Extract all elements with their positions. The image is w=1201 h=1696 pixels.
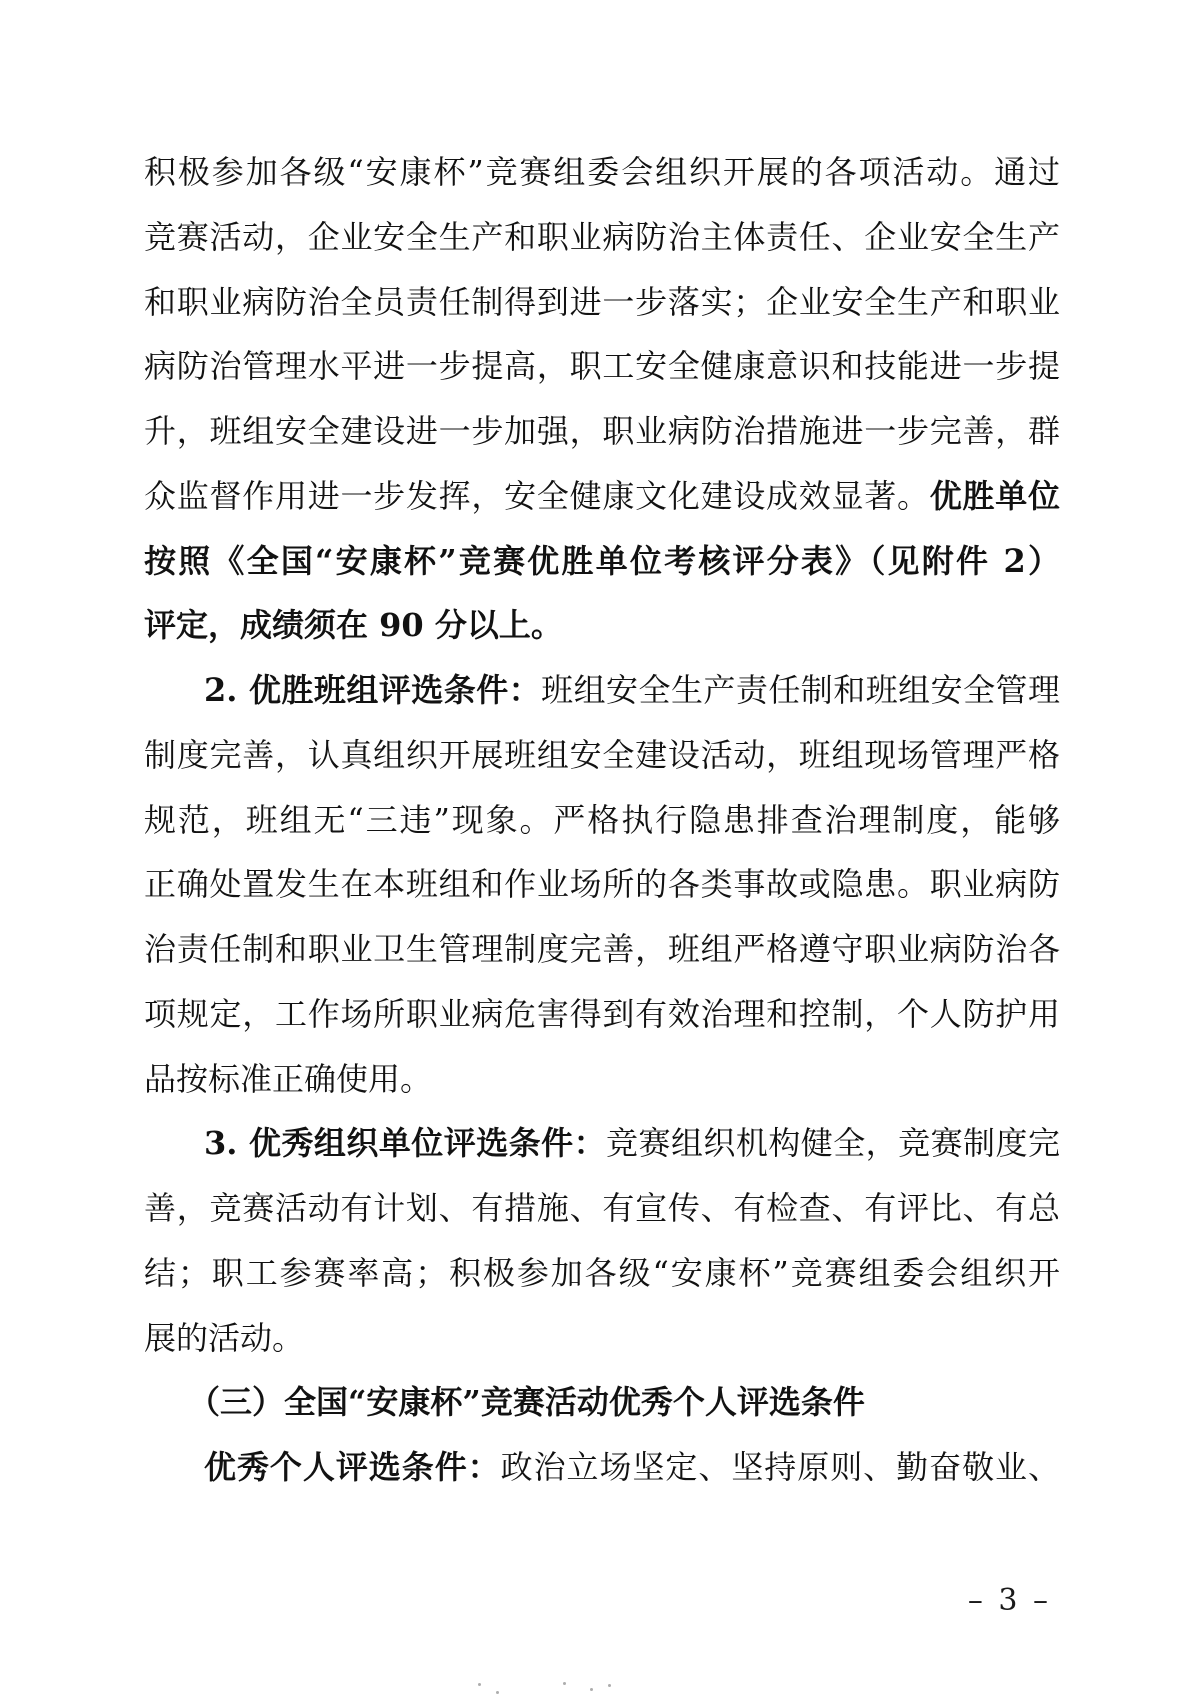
- document-line: [144, 1121, 1060, 1186]
- text-segment: 善，竞赛活动有计划、有措施、有宣传、有检查、有评比、有总: [144, 1189, 1060, 1227]
- text-segment-bold: 优秀个人评选条件：: [204, 1448, 501, 1486]
- document-line: [144, 539, 1060, 604]
- document-line: [144, 150, 1060, 215]
- text-segment: 竞赛组织机构健全，竞赛制度完: [606, 1124, 1060, 1163]
- text-segment: 正确处置发生在本班组和作业场所的各类事故或隐患。职业病防: [144, 865, 1060, 904]
- text-segment: 竞赛活动，企业安全生产和职业病防治主体责任、企业安全生产: [144, 217, 1060, 256]
- scan-speckle: [563, 1682, 566, 1685]
- document-line: [144, 1251, 1060, 1316]
- text-segment: 制度完善，认真组织开展班组安全建设活动，班组现场管理严格: [144, 735, 1060, 774]
- text-segment: 政治立场坚定、坚持原则、勤奋敬业、: [500, 1448, 1060, 1486]
- document-line: [144, 798, 1060, 863]
- text-segment-bold: 优胜单位: [929, 476, 1060, 515]
- text-segment: 结；职工参赛率高；积极参加各级“安康杯”竞赛组委会组织开: [144, 1253, 1060, 1292]
- document-line: [144, 1445, 1060, 1510]
- text-segment: 班组安全生产责任制和班组安全管理: [541, 671, 1060, 709]
- text-segment: 升，班组安全建设进一步加强，职业病防治措施进一步完善，群: [144, 412, 1060, 450]
- document-line: [144, 344, 1060, 409]
- document-line: [144, 1186, 1060, 1251]
- document-line: [144, 1057, 1060, 1122]
- document-line: [144, 927, 1060, 992]
- text-segment: 病防治管理水平进一步提高，职工安全健康意识和技能进一步提: [144, 347, 1060, 386]
- text-segment-bold: （三）全国“安康杯”竞赛活动优秀个人评选条件: [188, 1383, 865, 1422]
- document-line: [144, 733, 1060, 798]
- scan-speckle: [608, 1684, 611, 1687]
- document-line: [144, 474, 1060, 539]
- document-line: [144, 603, 1060, 668]
- text-segment-bold: 2. 优胜班组评选条件：: [204, 671, 542, 709]
- text-segment-bold: 评定，成绩须在 90 分以上。: [144, 606, 563, 645]
- text-segment: 品按标准正确使用。: [144, 1059, 433, 1098]
- text-segment: 规范，班组无“三违”现象。严格执行隐患排查治理制度，能够: [144, 800, 1060, 839]
- scan-speckle: [478, 1683, 481, 1686]
- document-line: [144, 1380, 1060, 1445]
- document-line: [144, 409, 1060, 474]
- scan-speckle: [590, 1688, 593, 1691]
- text-segment: 治责任制和职业卫生管理制度完善，班组严格遵守职业病防治各: [144, 930, 1060, 968]
- text-segment-bold: 3. 优秀组织单位评选条件：: [204, 1124, 607, 1163]
- text-block: [144, 150, 1060, 1510]
- text-segment: 积极参加各级“安康杯”竞赛组委会组织开展的各项活动。通过: [144, 153, 1060, 191]
- text-segment: 展的活动。: [144, 1318, 305, 1357]
- text-segment: 项规定，工作场所职业病危害得到有效治理和控制，个人防护用: [144, 994, 1060, 1033]
- document-line: [144, 280, 1060, 345]
- page-number: – 3 –: [967, 1583, 1051, 1618]
- text-segment: 和职业病防治全员责任制得到进一步落实；企业安全生产和职业: [144, 282, 1060, 321]
- text-segment: 众监督作用进一步发挥，安全健康文化建设成效显著。: [144, 476, 930, 515]
- scan-speckle: [496, 1691, 499, 1694]
- document-line: [144, 215, 1060, 280]
- document-line: [144, 862, 1060, 927]
- document-line: [144, 992, 1060, 1057]
- document-line: [144, 668, 1060, 733]
- text-segment-bold: 按照《全国“安康杯”竞赛优胜单位考核评分表》（见附件 2）: [144, 541, 1060, 580]
- document-line: [144, 1316, 1060, 1381]
